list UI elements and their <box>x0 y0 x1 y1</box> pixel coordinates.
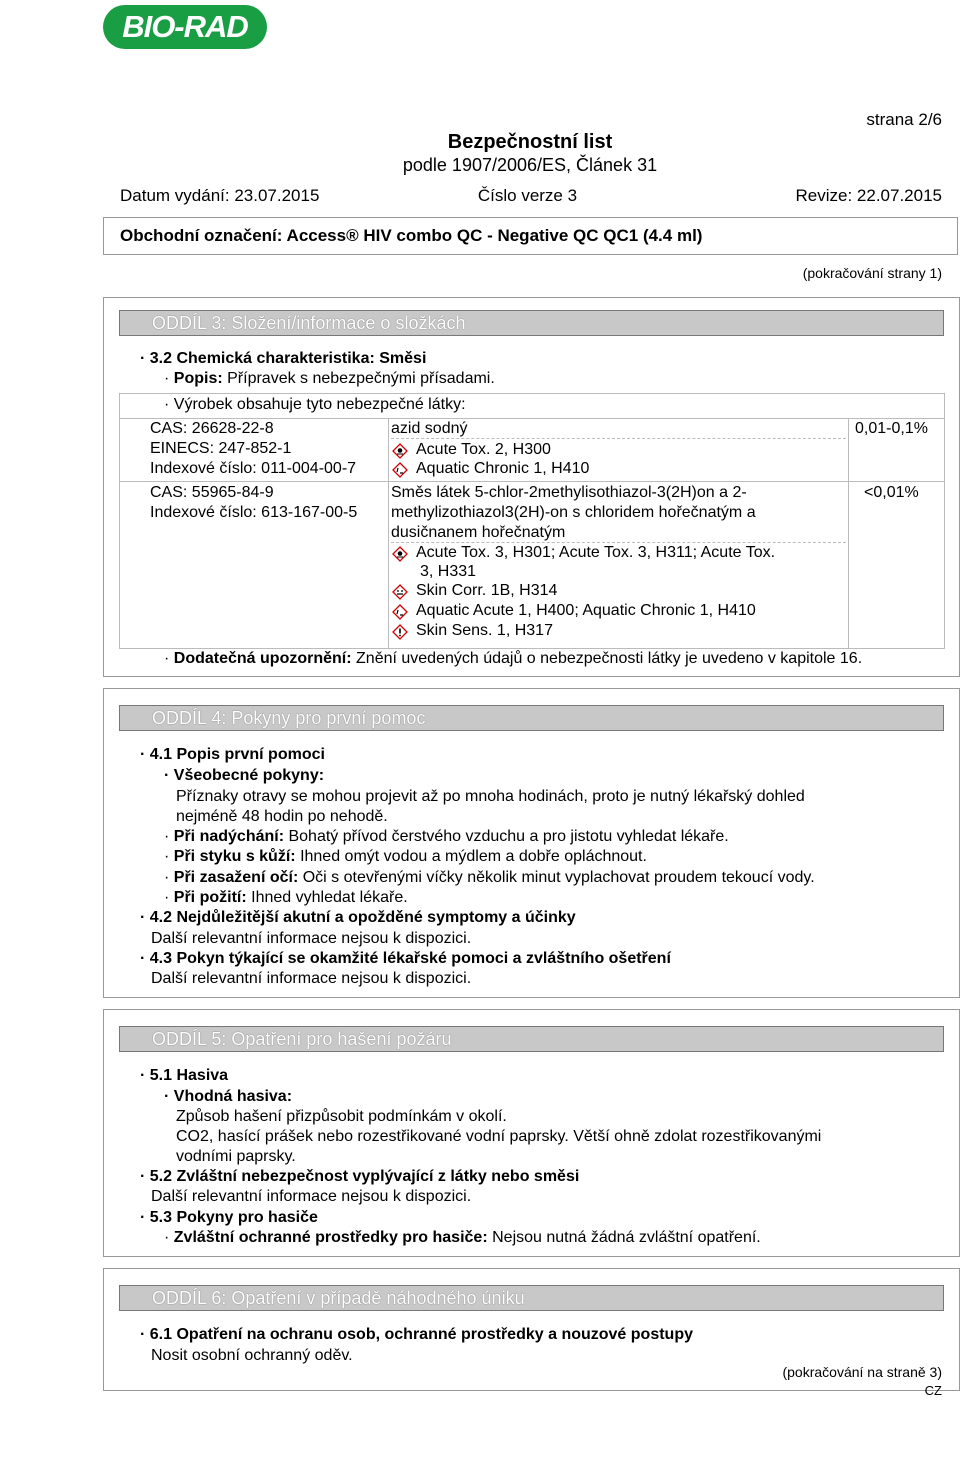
section-3 <box>103 297 960 677</box>
table-row-2-hazard-1b: 3, H331 <box>420 563 477 580</box>
table-row-1-conc: 0,01-0,1% <box>855 420 928 437</box>
ingestion-label: Při požití: <box>173 889 247 906</box>
item-6-1-text: Nosit osobní ochranný oděv. <box>151 1347 353 1364</box>
section-6-title: ODDÍL 6: Opatření v případě náhodného úniku <box>119 1285 944 1311</box>
item-5-3-heading: 5.3 Pokyny pro hasiče <box>149 1209 318 1226</box>
suitable-media-text-1: Způsob hašení přizpůsobit podmínkám v okolí. <box>176 1108 507 1125</box>
bio-rad-logo <box>103 5 267 49</box>
table-row-2-cas: CAS: 55965-84-9 <box>150 484 274 501</box>
table-row-2-index: Indexové číslo: 613-167-00-5 <box>150 504 358 521</box>
environment-hazard-icon <box>392 604 408 620</box>
table-row-1-name: azid sodný <box>391 420 468 437</box>
section-5-title: ODDÍL 5: Opatření pro hašení požáru <box>119 1026 944 1052</box>
description-label: Popis: <box>173 370 223 387</box>
item-5-1-heading: 5.1 Hasiva <box>149 1067 229 1084</box>
section-4-title: ODDÍL 4: Pokyny pro první pomoc <box>119 705 944 731</box>
firefighter-equipment: · Zvláštní ochranné prostředky pro hasiče: Nejsou nutná žádná zvláštní opatření. <box>164 1229 761 1246</box>
hazardous-substances-table <box>119 393 945 649</box>
skull-hazard-icon <box>392 546 408 562</box>
page-number: strana 2/6 <box>866 110 942 129</box>
suitable-media-label: Vhodná hasiva: <box>173 1088 293 1105</box>
section-3-title: ODDÍL 3: Složení/informace o složkách <box>119 310 944 336</box>
item-5-3: · 5.3 Pokyny pro hasiče <box>140 1209 318 1226</box>
item-6-1: · 6.1 Opatření na ochranu osob, ochranné prostředky a nouzové postupy <box>140 1326 693 1343</box>
general-advice-text-1: Příznaky otravy se mohou projevit až po mnoha hodinách, proto je nutný lékařský dohled <box>176 788 805 805</box>
continued-from: (pokračování strany 1) <box>802 265 942 281</box>
document-subtitle: podle 1907/2006/ES, Článek 31 <box>402 155 658 175</box>
item-4-3-heading: 4.3 Pokyn týkající se okamžité lékařské pomoci a zvláštního ošetření <box>149 950 671 967</box>
version-number: Číslo verze 3 <box>477 186 578 205</box>
table-row-2-conc: <0,01% <box>864 484 919 501</box>
item-4-2: · 4.2 Nejdůležitější akutní a opožděné symptomy a účinky <box>140 909 576 926</box>
section-4 <box>103 688 960 998</box>
corrosion-hazard-icon <box>392 584 408 600</box>
eye-contact: · Při zasažení očí: Oči s otevřenými víčky několik minut vyplachovat proudem tekoucí vody. <box>164 869 815 886</box>
table-row-2-hazard-4: Skin Sens. 1, H317 <box>416 622 553 639</box>
table-row-2-name-1: Směs látek 5-chlor-2methylisothiazol-3(2H)on a 2- <box>391 484 747 501</box>
table-row-1-einecs: EINECS: 247-852-1 <box>150 440 292 457</box>
skin-contact-label: Při styku s kůží: <box>173 848 296 865</box>
table-row-2-hazard-2: Skin Corr. 1B, H314 <box>416 582 558 599</box>
item-4-1-heading: 4.1 Popis první pomoci <box>149 746 325 763</box>
additional-note-label: Dodatečná upozornění: <box>173 650 352 667</box>
exclamation-hazard-icon <box>392 624 408 640</box>
description-text: Přípravek s nebezpečnými přísadami. <box>227 370 495 387</box>
inhalation: · Při nadýchání: Bohatý přívod čerstvého vzduchu a pro jistotu vyhledat lékaře. <box>164 828 729 845</box>
general-advice-text-2: nejméně 48 hodin po nehodě. <box>176 808 388 825</box>
ingestion: · Při požití: Ihned vyhledat lékaře. <box>164 889 408 906</box>
table-row-2-hazard-1: Acute Tox. 3, H301; Acute Tox. 3, H311; Acute Tox. <box>416 544 776 561</box>
item-5-2-heading: 5.2 Zvláštní nebezpečnost vyplývající z látky nebo směsi <box>149 1168 580 1185</box>
item-4-3-text: Další relevantní informace nejsou k dispozici. <box>151 970 472 987</box>
table-caption-text: Výrobek obsahuje tyto nebezpečné látky: <box>173 396 466 413</box>
firefighter-equipment-text: Nejsou nutná žádná zvláštní opatření. <box>492 1229 761 1246</box>
language-code: CZ <box>924 1383 942 1398</box>
inhalation-text: Bohatý přívod čerstvého vzduchu a pro jistotu vyhledat lékaře. <box>288 828 729 845</box>
header-info-row <box>120 186 942 206</box>
suitable-media-text-2: CO2, hasící prášek nebo rozestřikované vodní paprsky. Větší ohně zdolat rozestřikovanými <box>176 1128 822 1145</box>
table-row-1-cas: CAS: 26628-22-8 <box>150 420 274 437</box>
skin-contact-text: Ihned omýt vodou a mýdlem a dobře opláchnout. <box>300 848 647 865</box>
additional-note: · Dodatečná upozornění: Znění uvedených údajů o nebezpečnosti látky je uvedeno v kapitole 16. <box>164 650 863 667</box>
section-5 <box>103 1009 960 1257</box>
item-5-1: · 5.1 Hasiva <box>140 1067 229 1084</box>
item-4-2-heading: 4.2 Nejdůležitější akutní a opožděné symptomy a účinky <box>149 909 576 926</box>
item-4-3: · 4.3 Pokyn týkající se okamžité lékařské pomoci a zvláštního ošetření <box>140 950 671 967</box>
trade-name: Obchodní označení: Access® HIV combo QC - Negative QC QC1 (4.4 ml) <box>120 226 703 245</box>
general-advice-label: Všeobecné pokyny: <box>173 767 325 784</box>
continued-to: (pokračování na straně 3) <box>782 1364 942 1380</box>
table-caption: · Výrobek obsahuje tyto nebezpečné látky: <box>164 396 466 413</box>
inhalation-label: Při nadýchání: <box>173 828 285 845</box>
general-advice: · Všeobecné pokyny: <box>164 767 325 784</box>
firefighter-equipment-label: Zvláštní ochranné prostředky pro hasiče: <box>173 1229 488 1246</box>
table-row-2-name-2: methylizothiazol3(2H)-on s chloridem hořečnatým a <box>391 504 756 521</box>
document-title: Bezpečnostní list <box>447 131 613 153</box>
suitable-media-text-3: vodními paprsky. <box>176 1148 296 1165</box>
table-row-2-hazard-3: Aquatic Acute 1, H400; Aquatic Chronic 1, H410 <box>416 602 756 619</box>
eye-contact-text: Oči s otevřenými víčky několik minut vyplachovat proudem tekoucí vody. <box>302 869 815 886</box>
table-row-1-hazard-1: Acute Tox. 2, H300 <box>416 441 551 458</box>
trade-name-box <box>103 217 958 255</box>
logo-text: BIO-RAD <box>122 9 248 44</box>
environment-hazard-icon <box>392 462 408 478</box>
item-4-2-text: Další relevantní informace nejsou k dispozici. <box>151 930 472 947</box>
skull-hazard-icon <box>392 443 408 459</box>
table-row-1-index: Indexové číslo: 011-004-00-7 <box>150 460 357 477</box>
description: · Popis: Přípravek s nebezpečnými přísadami. <box>164 370 495 387</box>
ingestion-text: Ihned vyhledat lékaře. <box>251 889 408 906</box>
item-3-2-heading: 3.2 Chemická charakteristika: Směsi <box>149 350 427 367</box>
item-3-2: · 3.2 Chemická charakteristika: Směsi <box>140 350 427 367</box>
additional-note-text: Znění uvedených údajů o nebezpečnosti látky je uvedeno v kapitole 16. <box>356 650 863 667</box>
eye-contact-label: Při zasažení očí: <box>173 869 299 886</box>
item-6-1-heading: 6.1 Opatření na ochranu osob, ochranné prostředky a nouzové postupy <box>149 1326 693 1343</box>
item-4-1: · 4.1 Popis první pomoci <box>140 746 325 763</box>
item-5-2-text: Další relevantní informace nejsou k dispozici. <box>151 1188 472 1205</box>
suitable-media: · Vhodná hasiva: <box>164 1088 293 1105</box>
skin-contact: · Při styku s kůží: Ihned omýt vodou a mýdlem a dobře opláchnout. <box>164 848 647 865</box>
issue-date: Datum vydání: 23.07.2015 <box>120 186 320 205</box>
revision-date: Revize: 22.07.2015 <box>795 186 942 205</box>
table-row-1-hazard-2: Aquatic Chronic 1, H410 <box>416 460 590 477</box>
table-row-2-name-3: dusičnanem hořečnatým <box>391 524 566 541</box>
item-5-2: · 5.2 Zvláštní nebezpečnost vyplývající z látky nebo směsi <box>140 1168 580 1185</box>
